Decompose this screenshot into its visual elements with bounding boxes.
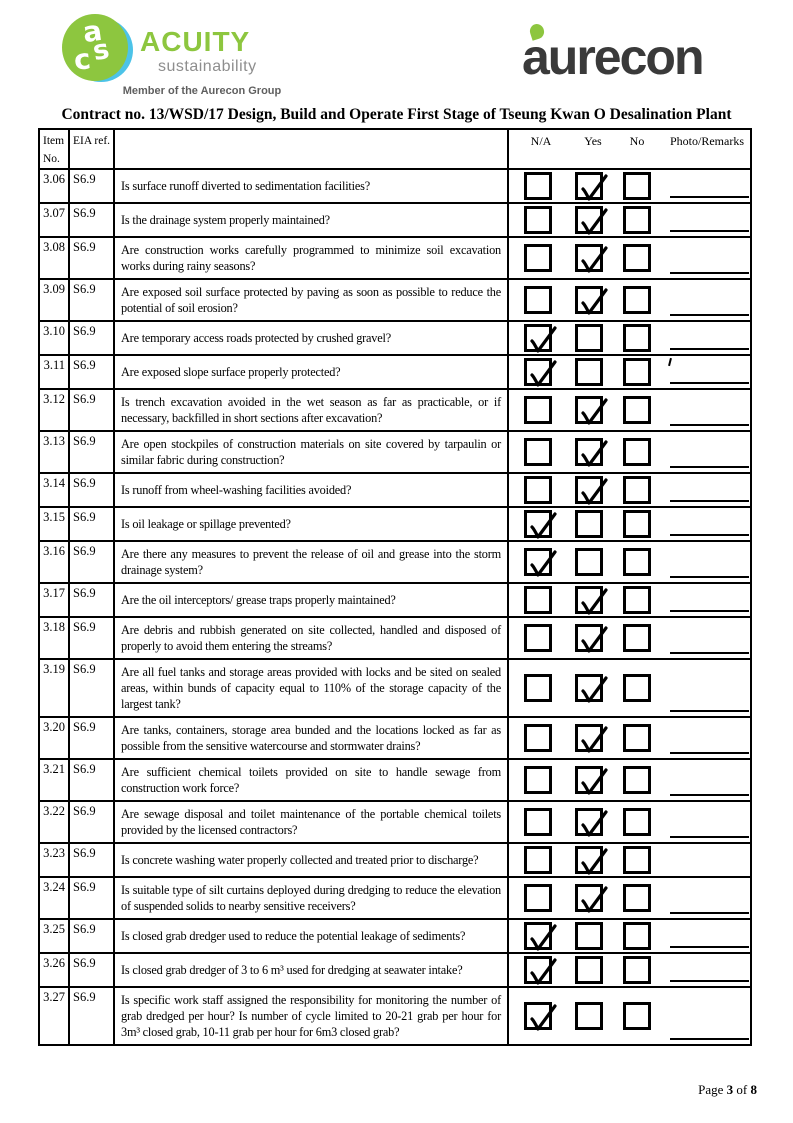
checkmark-icon [575,764,611,800]
checklist-row [39,431,751,473]
yes-checkbox[interactable] [575,548,603,576]
no-checkbox[interactable] [623,286,651,314]
item-number: 3.22 [39,801,69,843]
item-number: 3.10 [39,321,69,355]
no-checkbox[interactable] [623,808,651,836]
question-text: Are tanks, containers, storage area bunded and the locations locked as far as possible from the sensitive watercourse and stormwater drains? [114,717,508,759]
question-text: Are exposed soil surface protected by paving as soon as possible to reduce the potential of soil erosion? [114,279,508,321]
yes-checkbox[interactable] [575,846,603,874]
yes-checkbox[interactable] [575,624,603,652]
question-text: Are sewage disposal and toilet maintenance of the portable chemical toilets provided by the licensed contractors? [114,801,508,843]
acuity-member-line: Member of the Aurecon Group [122,85,282,97]
remarks-line[interactable] [670,272,749,274]
no-checkbox[interactable] [623,476,651,504]
eia-ref: S6.9 [69,355,114,389]
acuity-tagline: sustainability [158,58,257,75]
yes-checkbox[interactable] [575,808,603,836]
acuity-monogram [62,14,128,81]
no-checkbox[interactable] [623,324,651,352]
checkmark-icon [524,954,560,990]
yes-checkbox[interactable] [575,244,603,272]
yes-checkbox[interactable] [575,286,603,314]
item-number: 3.19 [39,659,69,717]
checkmark-icon [575,436,611,472]
answers-cell [508,583,751,617]
eia-ref: S6.9 [69,237,114,279]
checkmark-icon [575,722,611,758]
question-text: Is oil leakage or spillage prevented? [114,507,508,541]
item-number: 3.09 [39,279,69,321]
yes-checkbox[interactable] [575,674,603,702]
footer-total-pages: 8 [750,1082,757,1097]
no-checkbox[interactable] [623,396,651,424]
checklist-row [39,801,751,843]
no-checkbox[interactable] [623,724,651,752]
question-text: Is runoff from wheel-washing facilities avoided? [114,473,508,507]
item-number: 3.08 [39,237,69,279]
na-checkbox[interactable] [524,476,552,504]
checklist-row [39,203,751,237]
remarks-line[interactable] [670,980,749,982]
question-text: Is specific work staff assigned the responsibility for monitoring the number of grab dredged per hour? Is number of cycle limited to 20-21 grab per hour for 3m³ closed grab, 10-11 grab per hour for 6m3 closed grab? [114,987,508,1045]
acuity-wordmark: ACUITY [140,26,251,57]
answers-cell [508,237,751,279]
remarks-line[interactable] [670,836,749,838]
checkmark-icon [575,672,611,708]
question-text: Are temporary access roads protected by crushed gravel? [114,321,508,355]
eia-ref: S6.9 [69,321,114,355]
table-header-row [39,129,751,169]
answers-cell [508,877,751,919]
yes-checkbox[interactable] [575,884,603,912]
eia-ref: S6.9 [69,507,114,541]
question-text: Are debris and rubbish generated on site collected, handled and disposed of properly to avoid them entering the streams? [114,617,508,659]
remarks-line[interactable] [670,424,749,426]
answers-cell [508,389,751,431]
no-checkbox[interactable] [623,922,651,950]
no-checkbox[interactable] [623,206,651,234]
question-text: Is closed grab dredger of 3 to 6 m³ used for dredging at seawater intake? [114,953,508,987]
footer-current-page: 3 [726,1082,734,1097]
na-checkbox[interactable] [524,358,552,386]
checkmark-icon [575,584,611,620]
eia-ref: S6.9 [69,987,114,1045]
checkmark-icon [575,622,611,658]
na-checkbox[interactable] [524,922,552,950]
monogram-letter-c: c [72,42,93,77]
no-checkbox[interactable] [623,358,651,386]
page-footer [698,1082,757,1098]
remarks-line[interactable] [670,652,749,654]
answers-cell [508,541,751,583]
item-number: 3.21 [39,759,69,801]
question-text: Are the oil interceptors/ grease traps properly maintained? [114,583,508,617]
answers-cell [508,759,751,801]
checkmark-icon [575,394,611,430]
yes-checkbox[interactable] [575,324,603,352]
item-number: 3.13 [39,431,69,473]
na-checkbox[interactable] [524,766,552,794]
question-text: Are all fuel tanks and storage areas provided with locks and be sited on sealed areas, within bunds of capacity equal to 110% of the storage capacity of the largest tank? [114,659,508,717]
na-checkbox[interactable] [524,624,552,652]
remarks-line[interactable] [670,752,749,754]
yes-checkbox[interactable] [575,586,603,614]
item-number: 3.24 [39,877,69,919]
remarks-line[interactable] [670,466,749,468]
yes-checkbox[interactable] [575,956,603,984]
question-text: Are exposed slope surface properly protected? [114,355,508,389]
na-checkbox[interactable] [524,244,552,272]
eia-ref: S6.9 [69,169,114,203]
eia-ref: S6.9 [69,717,114,759]
checkmark-icon [575,806,611,842]
eia-ref: S6.9 [69,203,114,237]
remarks-line[interactable] [670,610,749,612]
item-number: 3.11 [39,355,69,389]
eia-ref: S6.9 [69,659,114,717]
header-item-line1: Item [43,135,65,147]
yes-checkbox[interactable] [575,476,603,504]
answers-cell [508,321,751,355]
checklist-row [39,507,751,541]
yes-checkbox[interactable] [575,724,603,752]
checklist-row [39,583,751,617]
answers-cell [508,203,751,237]
question-text: Is suitable type of silt curtains deployed during dredging to reduce the elevation of suspended solids to nearby sensitive receivers? [114,877,508,919]
na-checkbox[interactable] [524,674,552,702]
na-checkbox[interactable] [524,396,552,424]
answers-cell [508,169,751,203]
aurecon-logo [522,26,752,86]
no-checkbox[interactable] [623,956,651,984]
yes-checkbox[interactable] [575,206,603,234]
checklist-row [39,169,751,203]
checklist-row [39,279,751,321]
checklist-row [39,237,751,279]
no-checkbox[interactable] [623,510,651,538]
remarks-line[interactable] [670,348,749,350]
item-number: 3.25 [39,919,69,953]
checklist-table [38,128,752,1046]
na-checkbox[interactable] [524,884,552,912]
answers-cell [508,987,751,1045]
item-number: 3.16 [39,541,69,583]
item-number: 3.20 [39,717,69,759]
checklist-row [39,717,751,759]
item-number: 3.12 [39,389,69,431]
item-number: 3.23 [39,843,69,877]
answers-cell [508,843,751,877]
eia-ref: S6.9 [69,389,114,431]
remarks-line[interactable] [670,794,749,796]
acuity-logo-icon [62,14,136,84]
acuity-logo [62,13,282,100]
checkmark-icon [524,508,560,544]
no-checkbox[interactable] [623,548,651,576]
question-text: Is surface runoff diverted to sedimentation facilities? [114,169,508,203]
answers-cell [508,431,751,473]
checklist-row [39,321,751,355]
eia-ref: S6.9 [69,541,114,583]
na-checkbox[interactable] [524,286,552,314]
na-checkbox[interactable] [524,324,552,352]
eia-ref: S6.9 [69,759,114,801]
checklist-row [39,759,751,801]
na-checkbox[interactable] [524,846,552,874]
eia-ref: S6.9 [69,877,114,919]
column-header-answers [508,129,751,169]
monogram-letter-a: a [80,13,105,50]
no-checkbox[interactable] [623,244,651,272]
column-header-photo-remarks: Photo/Remarks [670,134,744,148]
na-checkbox[interactable] [524,172,552,200]
footer-middle: of [736,1082,748,1097]
answers-cell [508,355,751,389]
column-header-na: N/A [530,134,552,148]
eia-ref: S6.9 [69,583,114,617]
checkmark-icon [524,920,560,956]
answers-cell [508,617,751,659]
yes-checkbox[interactable] [575,172,603,200]
na-checkbox[interactable] [524,586,552,614]
item-number: 3.17 [39,583,69,617]
column-header-no: No [629,134,645,148]
remarks-line[interactable] [670,576,749,578]
checklist-row [39,877,751,919]
answers-cell [508,801,751,843]
checklist-row [39,355,751,389]
yes-checkbox[interactable] [575,438,603,466]
checklist-body [39,169,751,1045]
checkmark-icon [524,546,560,582]
remarks-line[interactable] [670,534,749,536]
answers-cell [508,919,751,953]
stray-pen-mark [668,358,672,366]
question-text: Are there any measures to prevent the release of oil and grease into the storm drainage system? [114,541,508,583]
na-checkbox[interactable] [524,956,552,984]
remarks-line[interactable] [670,946,749,948]
column-header-eia-ref: EIA ref. [69,129,114,169]
yes-checkbox[interactable] [575,358,603,386]
eia-ref: S6.9 [69,919,114,953]
checklist-row [39,389,751,431]
eia-ref: S6.9 [69,473,114,507]
question-text: Is the drainage system properly maintained? [114,203,508,237]
na-checkbox[interactable] [524,808,552,836]
yes-checkbox[interactable] [575,510,603,538]
checklist-row [39,541,751,583]
remarks-line[interactable] [670,710,749,712]
na-checkbox[interactable] [524,548,552,576]
eia-ref: S6.9 [69,431,114,473]
no-checkbox[interactable] [623,846,651,874]
header-item-line2: No. [43,153,60,165]
answers-cell [508,953,751,987]
no-checkbox[interactable] [623,586,651,614]
eia-ref: S6.9 [69,617,114,659]
no-checkbox[interactable] [623,172,651,200]
answers-cell [508,507,751,541]
question-text: Is concrete washing water properly collected and treated prior to discharge? [114,843,508,877]
no-checkbox[interactable] [623,1002,651,1030]
yes-checkbox[interactable] [575,1002,603,1030]
checkmark-icon [575,882,611,918]
checkmark-icon [575,242,611,278]
checkmark-icon [575,284,611,320]
eia-ref: S6.9 [69,843,114,877]
remarks-line[interactable] [670,230,749,232]
aurecon-wordmark: aurecon [522,29,703,85]
eia-ref: S6.9 [69,801,114,843]
question-text: Is trench excavation avoided in the wet season as far as practicable, or if necessary, backfilled in short sections after excavation? [114,389,508,431]
no-checkbox[interactable] [623,674,651,702]
checkmark-icon [524,1000,560,1036]
remarks-line[interactable] [670,382,749,384]
checklist-row [39,617,751,659]
remarks-line[interactable] [670,196,749,198]
checkmark-icon [575,474,611,510]
remarks-line[interactable] [670,314,749,316]
answers-cell [508,717,751,759]
answers-cell [508,659,751,717]
remarks-line[interactable] [670,912,749,914]
answers-cell [508,473,751,507]
no-checkbox[interactable] [623,624,651,652]
checkmark-icon [575,170,611,206]
item-number: 3.07 [39,203,69,237]
remarks-line[interactable] [670,1038,749,1040]
question-text: Are sufficient chemical toilets provided on site to handle sewage from construction work force? [114,759,508,801]
item-number: 3.26 [39,953,69,987]
checkmark-icon [575,844,611,880]
eia-ref: S6.9 [69,953,114,987]
no-checkbox[interactable] [623,884,651,912]
monogram-letter-s: s [90,33,112,68]
na-checkbox[interactable] [524,724,552,752]
na-checkbox[interactable] [524,438,552,466]
column-header-question [114,129,508,169]
checkmark-icon [524,356,560,392]
no-checkbox[interactable] [623,766,651,794]
na-checkbox[interactable] [524,1002,552,1030]
checklist-row [39,843,751,877]
na-checkbox[interactable] [524,206,552,234]
document-title: Contract no. 13/WSD/17 Design, Build and Operate First Stage of Tseung Kwan O Desalination Plant [61,106,732,123]
checkmark-icon [575,204,611,240]
no-checkbox[interactable] [623,438,651,466]
checklist-row [39,659,751,717]
checklist-row [39,473,751,507]
yes-checkbox[interactable] [575,396,603,424]
column-header-item-no [39,129,69,169]
na-checkbox[interactable] [524,510,552,538]
yes-checkbox[interactable] [575,766,603,794]
answers-cell [508,279,751,321]
item-number: 3.15 [39,507,69,541]
checklist-row [39,919,751,953]
item-number: 3.18 [39,617,69,659]
checkmark-icon [524,322,560,358]
checklist-row [39,987,751,1045]
question-text: Are open stockpiles of construction materials on site covered by tarpaulin or similar fabric during construction? [114,431,508,473]
remarks-line[interactable] [670,500,749,502]
item-number: 3.06 [39,169,69,203]
item-number: 3.27 [39,987,69,1045]
checklist-row [39,953,751,987]
question-text: Is closed grab dredger used to reduce the potential leakage of sediments? [114,919,508,953]
item-number: 3.14 [39,473,69,507]
column-header-yes: Yes [584,134,602,148]
yes-checkbox[interactable] [575,922,603,950]
question-text: Are construction works carefully programmed to minimize soil excavation works during rainy seasons? [114,237,508,279]
eia-ref: S6.9 [69,279,114,321]
footer-prefix: Page [698,1082,724,1097]
